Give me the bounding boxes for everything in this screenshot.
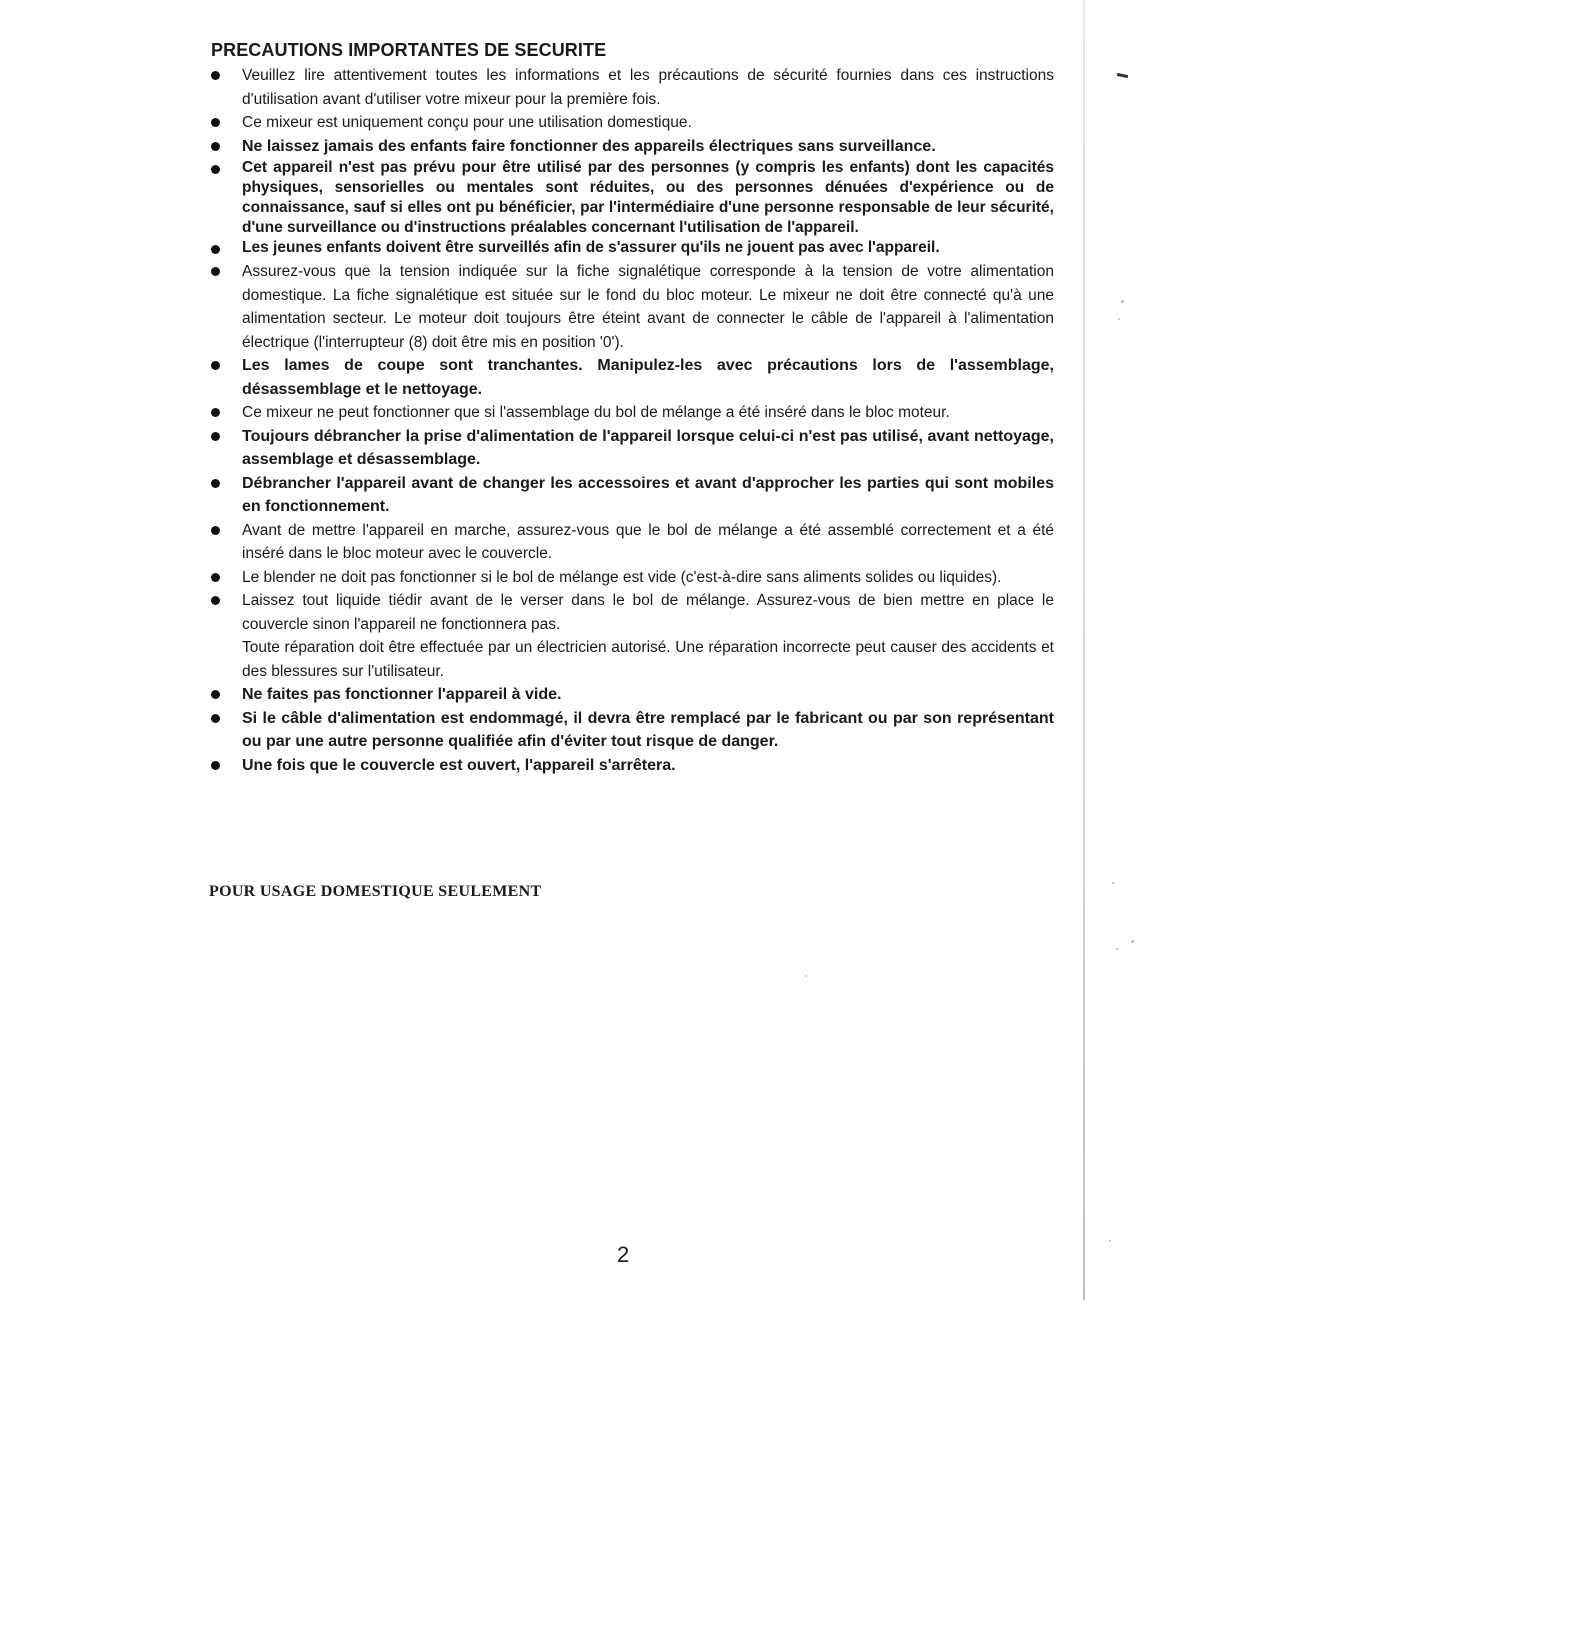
- bullet-icon: [211, 573, 220, 582]
- list-item-text: Le blender ne doit pas fonctionner si le bol de mélange est vide (c'est-à-dire sans aliments solides ou liquides).: [242, 568, 1002, 586]
- list-item-text: Ce mixeur ne peut fonctionner que si l'assemblage du bol de mélange a été inséré dans le bloc moteur.: [242, 404, 950, 421]
- list-item: [209, 425, 1054, 472]
- list-item: [209, 354, 1054, 401]
- page-number: 2: [617, 1242, 630, 1267]
- domestic-use-note: POUR USAGE DOMESTIQUE SEULEMENT: [209, 883, 542, 900]
- list-item-text: Les lames de coupe sont tranchantes. Manipulez-les avec précautions lors de l'assemblage, désassemblage et le nettoyage.: [242, 357, 1054, 398]
- bullet-icon: [211, 118, 220, 127]
- list-item: [209, 64, 1054, 111]
- scan-speck: [1112, 882, 1114, 884]
- bullet-icon: [211, 165, 220, 174]
- bullet-icon: [211, 526, 220, 535]
- bullet-icon: [211, 714, 220, 723]
- document-title: PRECAUTIONS IMPORTANTES DE SECURITE: [211, 40, 607, 60]
- bullet-icon: [211, 761, 220, 770]
- list-item: [209, 519, 1054, 566]
- list-item-text: Avant de mettre l'appareil en marche, assurez-vous que le bol de mélange a été assemblé correctement et a été inséré dans le bloc moteur avec le couvercle.: [242, 521, 1054, 562]
- list-item-text: Ne faites pas fonctionner l'appareil à vide.: [242, 686, 562, 703]
- bullet-icon: [211, 432, 220, 441]
- list-item-text: Cet appareil n'est pas prévu pour être utilisé par des personnes (y compris les enfants) dont les capacités physiques, sensorielles ou mentales sont réduites, ou des personnes dénuées d'expérience ou de connaissance, sauf si elles ont pu bénéficier, par l'intermédiaire d'une personne responsable de leur sécurité, d'une surveillance ou d'instructions préalables concernant l'utilisation de l'appareil.: [242, 159, 1054, 236]
- bullet-icon: [211, 71, 220, 80]
- bullet-icon: [211, 408, 220, 417]
- list-item-text: Une fois que le couvercle est ouvert, l'appareil s'arrêtera.: [242, 756, 676, 774]
- list-item-text: Assurez-vous que la tension indiquée sur la fiche signalétique corresponde à la tension de votre alimentation domestique. La fiche signalétique est située sur le fond du bloc moteur. Le mixeur ne doit être connecté qu'à une alimentation secteur. Le moteur doit toujours être éteint avant de connecter le câble de l'appareil à l'alimentation électrique (l'interrupteur (8) doit être mis en position '0').: [242, 263, 1054, 351]
- list-item: [209, 472, 1054, 519]
- list-item-text: Si le câble d'alimentation est endommagé, il devra être remplacé par le fabricant ou par son représentant ou par une autre personne qualifiée afin d'éviter tout risque de danger.: [242, 709, 1054, 750]
- bullet-icon: [211, 142, 220, 151]
- bullet-icon: [211, 479, 220, 488]
- bullet-icon: [211, 690, 220, 699]
- repair-note: Toute réparation doit être effectuée par un électricien autorisé. Une réparation incorrecte peut causer des accidents et des blessures sur l'utilisateur.: [242, 639, 1054, 680]
- scan-speck: [1109, 1240, 1111, 1242]
- list-item-text: Ce mixeur est uniquement conçu pour une utilisation domestique.: [242, 114, 692, 131]
- list-item-text: Débrancher l'appareil avant de changer les accessoires et avant d'approcher les parties qui sont mobiles en fonctionnement.: [242, 474, 1054, 515]
- list-item-text: Toujours débrancher la prise d'alimentation de l'appareil lorsque celui-ci n'est pas utilisé, avant nettoyage, assemblage et désassemblage.: [242, 427, 1054, 468]
- scan-speck: [1118, 318, 1120, 320]
- list-item: [209, 238, 1054, 258]
- list-item-text: Veuillez lire attentivement toutes les informations et les précautions de sécurité fournies dans ces instructions d'utilisation avant d'utiliser votre mixeur pour la première fois.: [242, 67, 1054, 108]
- list-item-text: Ne laissez jamais des enfants faire fonctionner des appareils électriques sans surveillance.: [242, 137, 936, 155]
- list-item: [209, 260, 1054, 354]
- scan-mark: [1117, 73, 1128, 78]
- scan-speck: [805, 975, 807, 977]
- list-item: [209, 683, 1054, 707]
- safety-precautions-list: [209, 64, 1054, 777]
- list-item-text: Laissez tout liquide tiédir avant de le verser dans le bol de mélange. Assurez-vous de bien mettre en place le couvercle sinon l'appareil ne fonctionnera pas.: [242, 592, 1054, 633]
- scan-speck: [1116, 948, 1118, 950]
- scan-speck: [1121, 300, 1124, 303]
- list-item: [209, 401, 1054, 425]
- bullet-icon: [211, 267, 220, 276]
- list-item: [209, 707, 1054, 754]
- page-fold-line: [1083, 0, 1085, 1300]
- bullet-icon: [211, 596, 220, 605]
- bullet-icon: [211, 361, 220, 370]
- scan-speck: [1131, 940, 1134, 943]
- list-item-text: Les jeunes enfants doivent être surveillés afin de s'assurer qu'ils ne jouent pas avec l'appareil.: [242, 239, 940, 256]
- list-item: [209, 566, 1054, 590]
- list-item: [209, 158, 1054, 238]
- list-item: [209, 589, 1054, 636]
- list-item: [209, 754, 1054, 778]
- list-item: [209, 135, 1054, 159]
- bullet-icon: [211, 245, 220, 254]
- list-item: [209, 111, 1054, 135]
